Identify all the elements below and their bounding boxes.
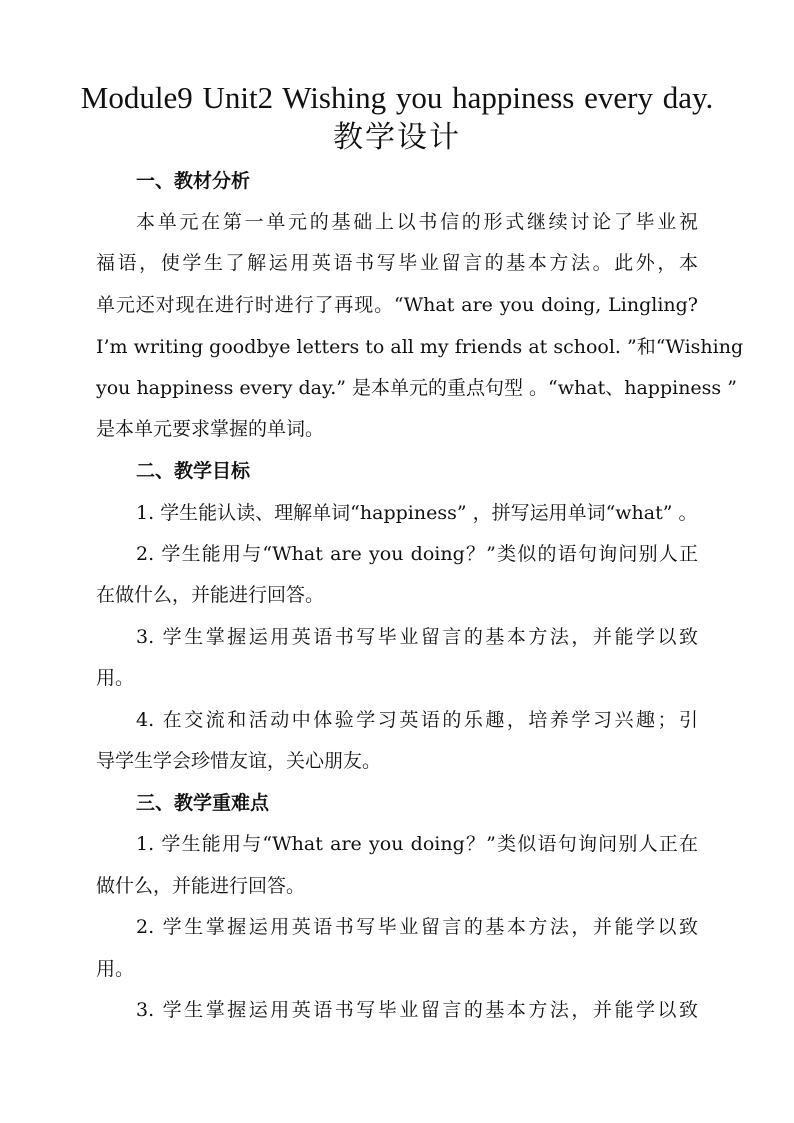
title-english: Module9 Unit2 Wishing you happiness every day.: [80, 80, 714, 115]
key-point-item: 2. 学生掌握运用英语书写毕业留言的基本方法，并能学以致: [136, 916, 698, 938]
objective-item: 4. 在交流和活动中体验学习英语的乐趣，培养学习兴趣；引: [136, 709, 698, 731]
paragraph-line: you happiness every day.” 是本单元的重点句型 。“what、happiness ”: [96, 377, 737, 399]
section-heading-materials: 一、教材分析: [136, 170, 251, 192]
objective-item-continued: 用。: [96, 667, 135, 689]
key-point-item: 1. 学生能用与“What are you doing？”类似语句询问别人正在: [136, 833, 698, 855]
key-point-item-continued: 用。: [96, 958, 135, 980]
paragraph-line: 本单元在第一单元的基础上以书信的形式继续讨论了毕业祝: [136, 211, 698, 233]
key-point-item: 3. 学生掌握运用英语书写毕业留言的基本方法，并能学以致: [136, 999, 698, 1021]
key-point-item-continued: 做什么，并能进行回答。: [96, 875, 306, 897]
objective-item: 3. 学生掌握运用英语书写毕业留言的基本方法，并能学以致: [136, 626, 698, 648]
paragraph-line: 福语，使学生了解运用英语书写毕业留言的基本方法。此外，本: [96, 252, 698, 274]
objective-item-continued: 在做什么，并能进行回答。: [96, 584, 325, 606]
objective-item: 1. 学生能认读、理解单词“happiness” ，拼写运用单词“what” 。: [136, 502, 698, 524]
section-heading-key-points: 三、教学重难点: [136, 792, 270, 814]
paragraph-line: I’m writing goodbye letters to all my friends at school. ”和“Wishing: [96, 336, 744, 358]
section-heading-objectives: 二、教学目标: [136, 460, 251, 482]
objective-item-continued: 导学生学会珍惜友谊，关心朋友。: [96, 750, 382, 772]
title-chinese: 教学设计: [333, 120, 461, 155]
paragraph-line: 单元还对现在进行时进行了再现。“What are you doing, Lingling?: [96, 294, 698, 316]
objective-item: 2. 学生能用与“What are you doing？”类似的语句询问别人正: [136, 543, 698, 565]
paragraph-line: 是本单元要求掌握的单词。: [96, 418, 325, 440]
